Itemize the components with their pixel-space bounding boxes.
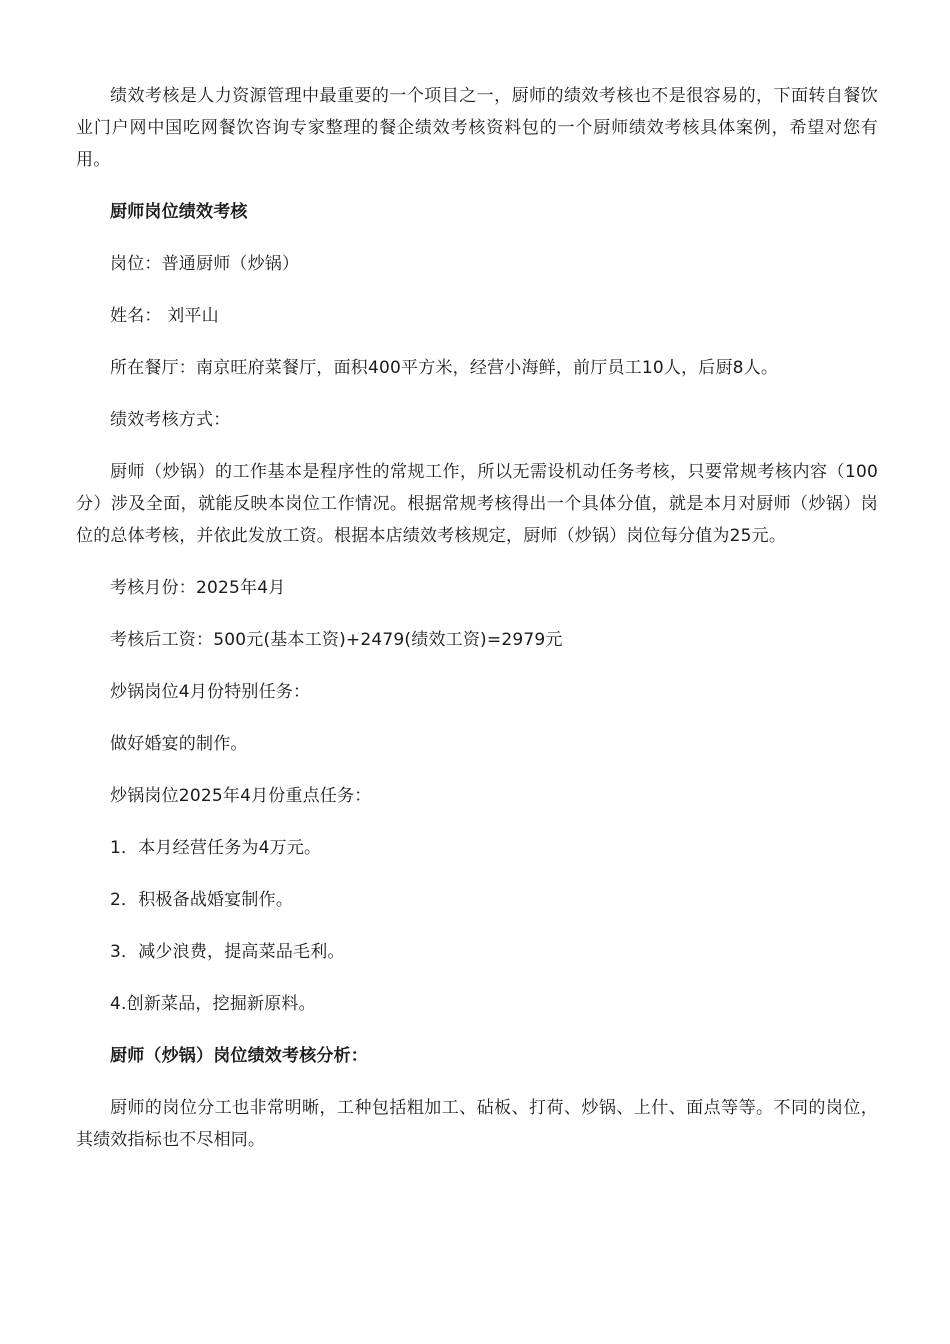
name-line: 姓名： 刘平山	[110, 306, 219, 326]
section-heading-assessment: 厨师岗位绩效考核	[110, 202, 248, 222]
month-line: 考核月份：2025年4月	[110, 578, 286, 598]
task-item-4: 4.创新菜品，挖掘新原料。	[110, 994, 316, 1014]
document-page	[76, 80, 878, 1176]
intro-paragraph: 绩效考核是人力资源管理中最重要的一个项目之一，厨师的绩效考核也不是很容易的，下面转自餐饮业门户网中国吃网餐饮咨询专家整理的餐企绩效考核资料包的一个厨师绩效考核具体案例，希望对您有用。	[76, 86, 878, 170]
method-label: 绩效考核方式：	[110, 410, 231, 430]
task-item-3: 3．减少浪费，提高菜品毛利。	[110, 942, 345, 962]
method-paragraph: 厨师（炒锅）的工作基本是程序性的常规工作，所以无需设机动任务考核，只要常规考核内容（100分）涉及全面，就能反映本岗位工作情况。根据常规考核得出一个具体分值，就是本月对厨师（炒锅）岗位的总体考核，并依此发放工资。根据本店绩效考核规定，厨师（炒锅）岗位每分值为25元。	[76, 462, 878, 546]
position-line: 岗位：普通厨师（炒锅）	[110, 254, 300, 274]
restaurant-line: 所在餐厅：南京旺府菜餐厅，面积400平方米，经营小海鲜，前厅员工10人，后厨8人。	[110, 358, 779, 378]
special-task-label: 炒锅岗位4月份特别任务：	[110, 682, 311, 702]
key-task-label: 炒锅岗位2025年4月份重点任务：	[110, 786, 372, 806]
special-task-line: 做好婚宴的制作。	[110, 734, 248, 754]
section-heading-analysis: 厨师（炒锅）岗位绩效考核分析：	[110, 1046, 368, 1066]
analysis-paragraph: 厨师的岗位分工也非常明晰，工种包括粗加工、砧板、打荷、炒锅、上什、面点等等。不同的岗位，其绩效指标也不尽相同。	[76, 1098, 878, 1150]
task-item-2: 2．积极备战婚宴制作。	[110, 890, 294, 910]
task-item-1: 1．本月经营任务为4万元。	[110, 838, 322, 858]
salary-line: 考核后工资：500元(基本工资)+2479(绩效工资)=2979元	[110, 630, 563, 650]
